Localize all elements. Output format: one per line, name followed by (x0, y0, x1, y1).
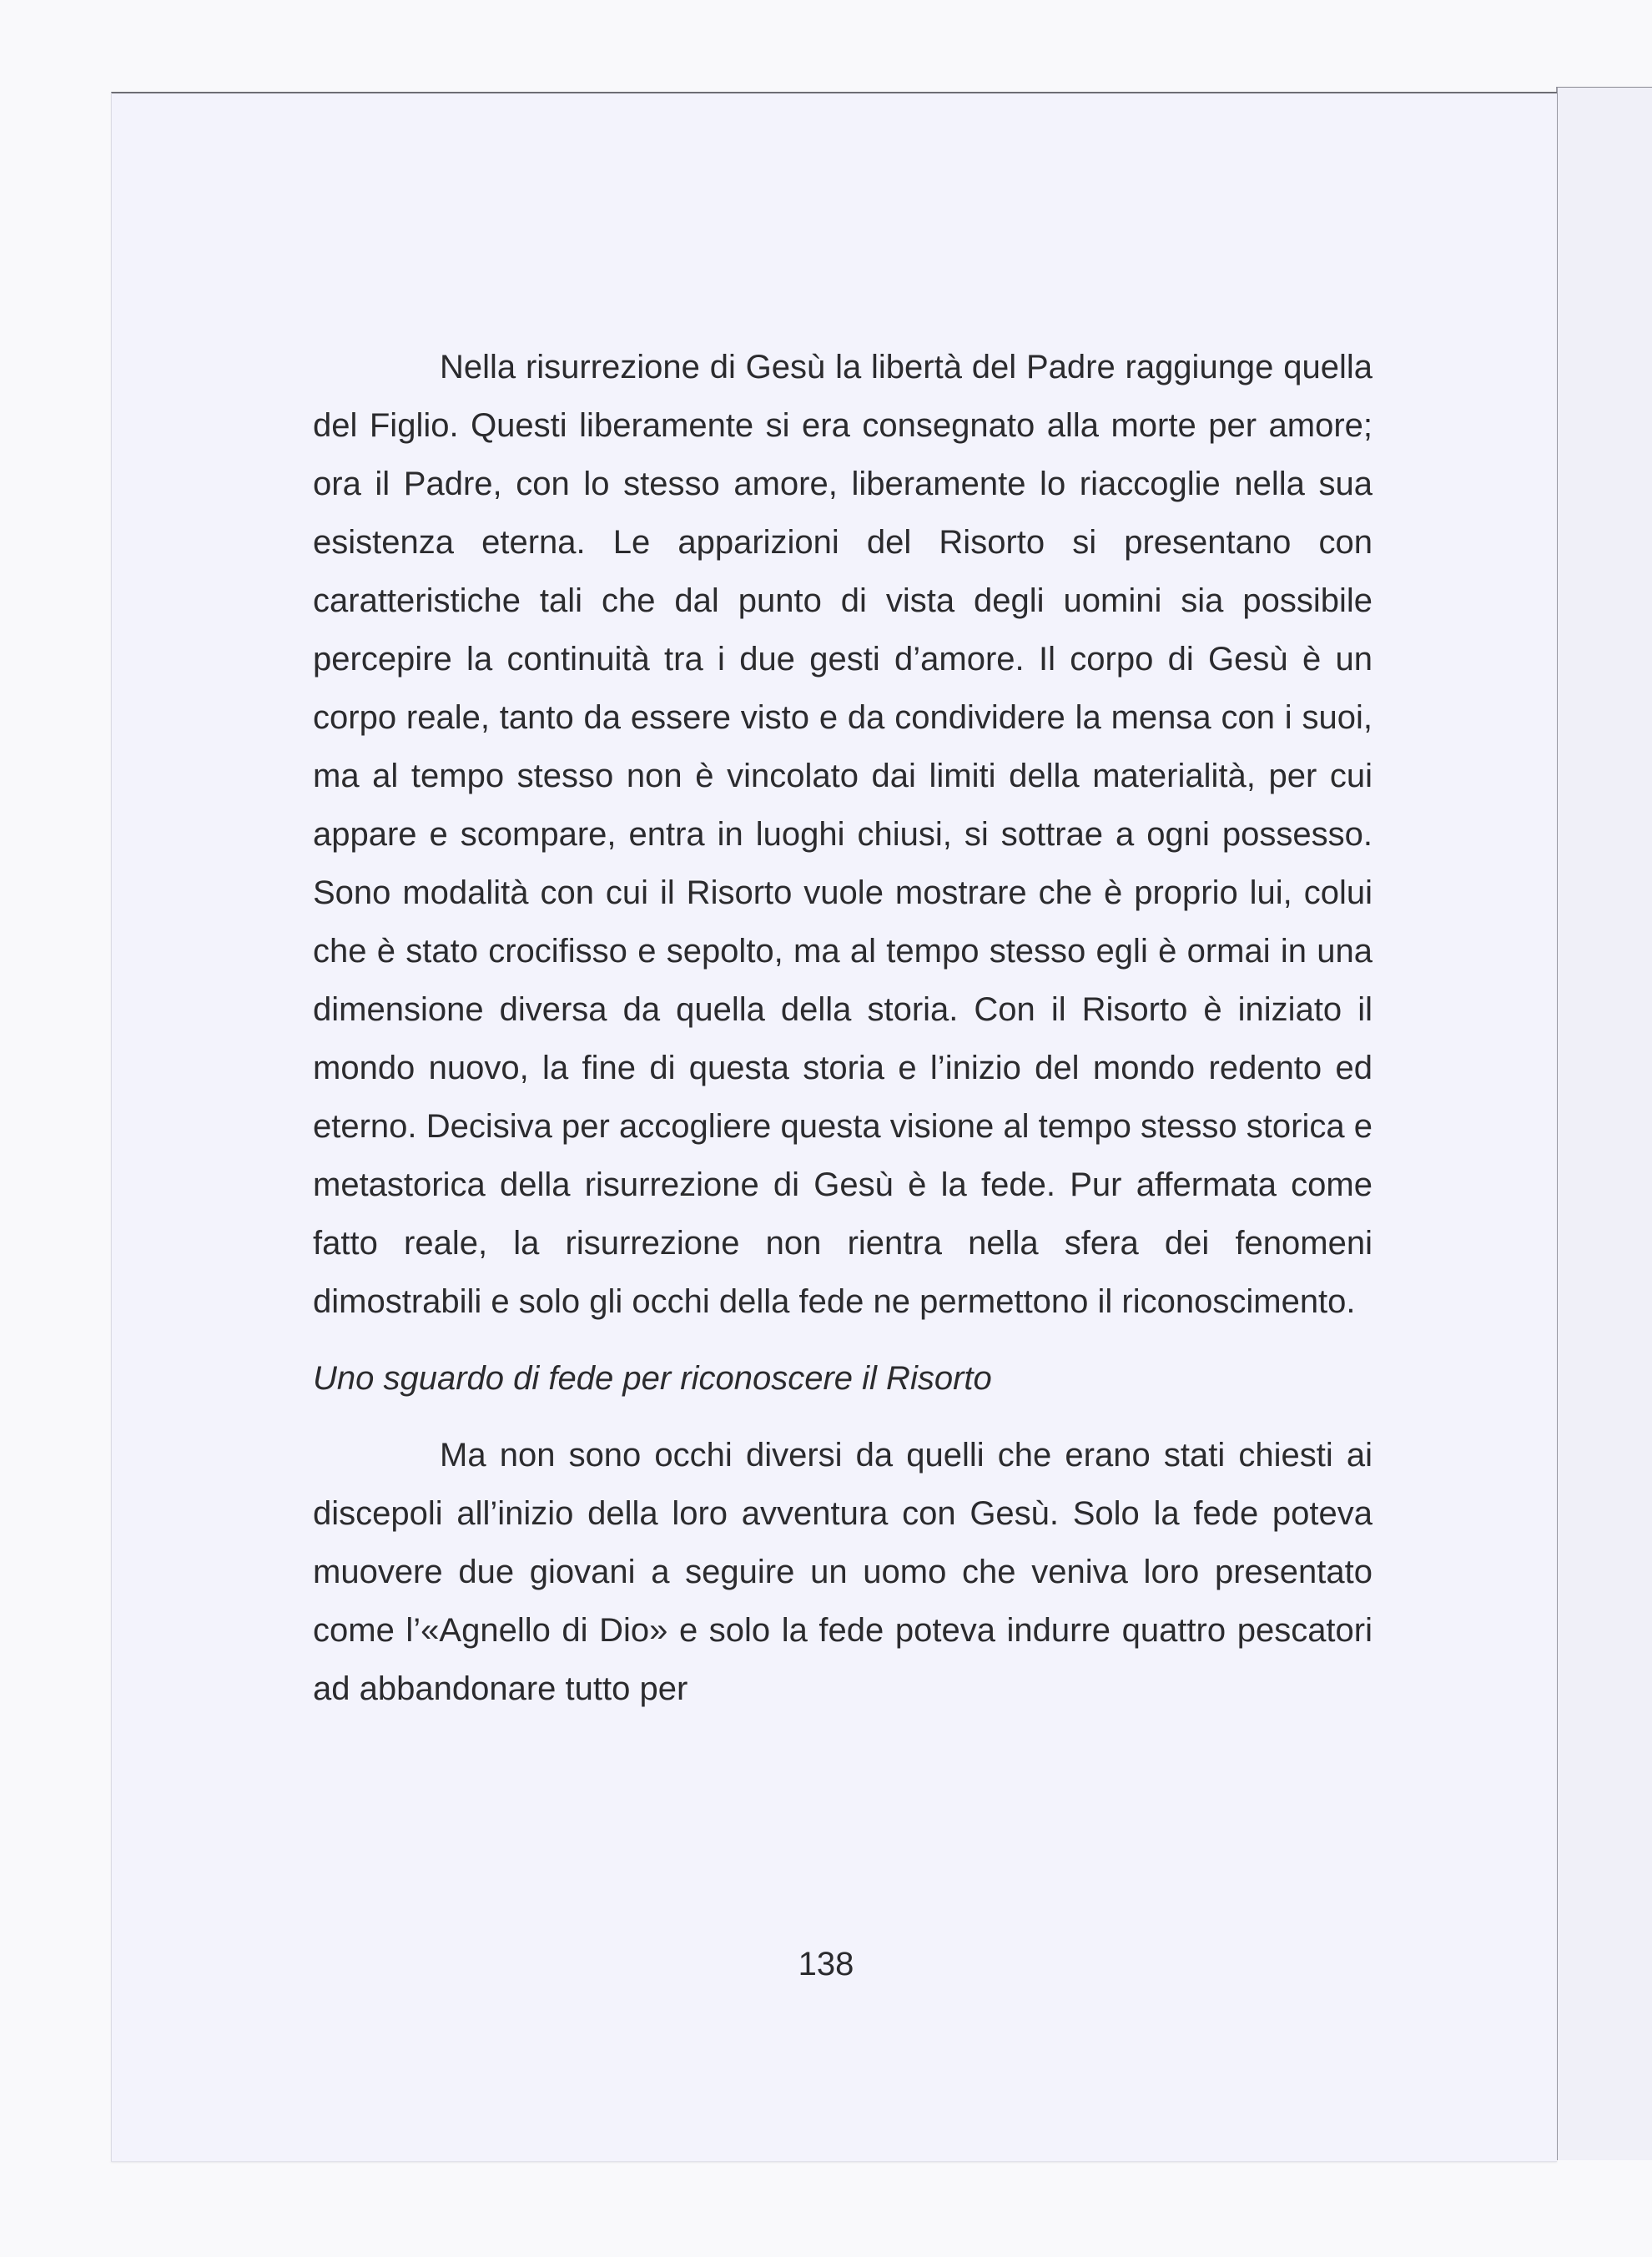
paragraph-risurrezione: Nella risurrezione di Gesù la libertà del Padre raggiunge quella del Figlio. Questi liberamente si era consegnato alla morte per amore; ora il Padre, con lo stesso amore, liberamente lo riaccoglie nella sua esistenza eterna. Le apparizioni del Risorto si presentano con caratteristiche tali che dal punto di vista degli uomini sia possibile percepire la continuità tra i due gesti d’amore. Il corpo di Gesù è un corpo reale, tanto da essere visto e da condividere la mensa con i suoi, ma al tempo stesso non è vincolato dai limiti della materialità, per cui appare e scompare, entra in luoghi chiusi, si sottrae a ogni possesso. Sono modalità con cui il Risorto vuole mostrare che è proprio lui, colui che è stato crocifisso e sepolto, ma al tempo stesso egli è ormai in una dimensione diversa da quella della storia. Con il Risorto è iniziato il mondo nuovo, la fine di questa storia e l’inizio del mondo redento ed eterno. Decisiva per accogliere questa visione al tempo stesso storica e metastorica della risurrezione di Gesù è la fede. Pur affermata come fatto reale, la risurrezione non rientra nella sfera dei fenomeni dimostrabili e solo gli occhi della fede ne permettono il riconoscimento. (313, 349, 1372, 1320)
paragraph-occhi-della-fede: Ma non sono occhi diversi da quelli che erano stati chiesti ai discepoli all’inizio della loro avventura con Gesù. Solo la fede poteva muovere due giovani a seguire un uomo che veniva loro presentato come l’«Agnello di Dio» e solo la fede poteva indurre quattro pescatori ad abbandonare tutto per (313, 1437, 1372, 1707)
facing-page-edge (1556, 87, 1652, 2160)
section-subheading: Uno sguardo di fede per riconoscere il Risorto (313, 1360, 992, 1397)
page-body-text (313, 338, 1372, 1718)
page-number: 138 (798, 1946, 854, 1982)
